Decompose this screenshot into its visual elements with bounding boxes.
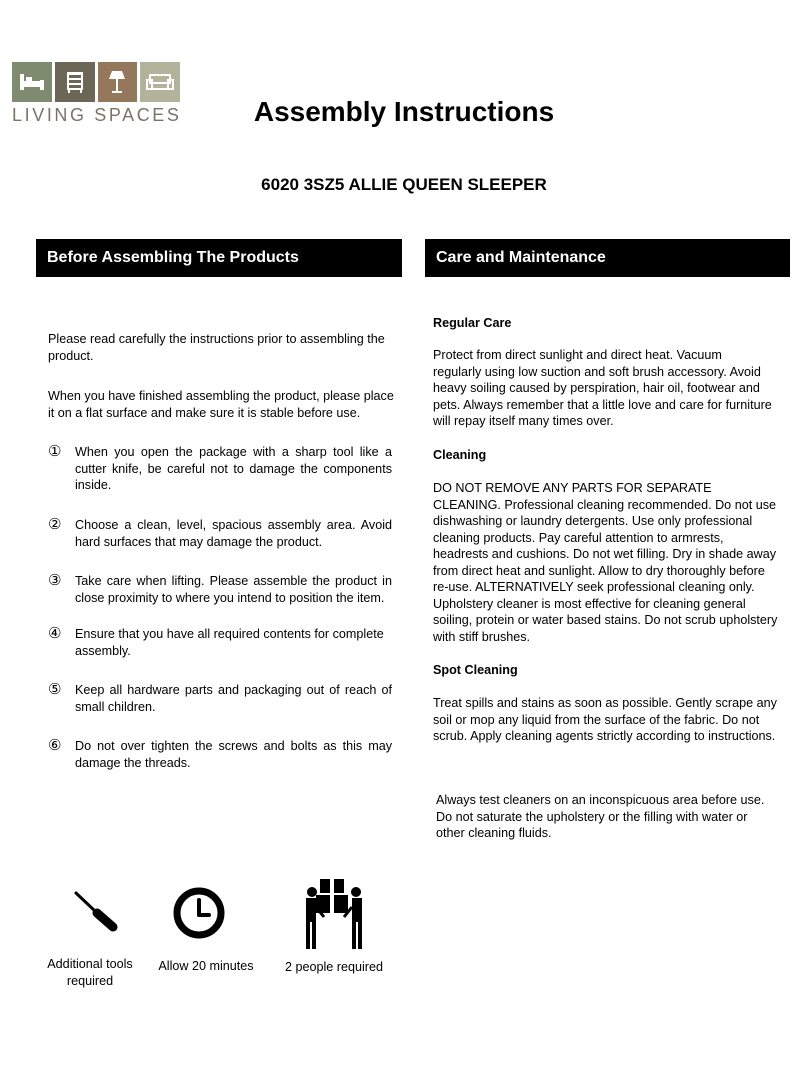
list-item <box>48 517 392 550</box>
list-item <box>48 738 392 771</box>
list-item <box>48 682 392 715</box>
two-people-icon <box>302 877 366 956</box>
care-maintenance-header: Care and Maintenance <box>425 239 790 277</box>
before-assembling-header: Before Assembling The Products <box>36 239 402 277</box>
item-number: ① <box>48 443 62 460</box>
list-item <box>48 626 392 659</box>
tools-required-label: Additional tools required <box>47 957 133 988</box>
spot-cleaning-text: Treat spills and stains as soon as possible. Gently scrape any soil or mop any liquid from the surface of the fabric. Do not scrub. Apply cleaning agents strictly according to instructions. <box>433 696 777 743</box>
item-text: Ensure that you have all required contents for complete assembly. <box>75 627 384 658</box>
people-required-label: 2 people required <box>284 960 384 974</box>
cleaning-text: DO NOT REMOVE ANY PARTS FOR SEPARATE CLEANING. Professional cleaning recommended. Do not use dishwashing or laundry detergents. Use only professional cleaning products. Pay careful attention to armrests, headrests and cushions. Do not wet filling. Dry in shade away from direct heat and sunlight. Allow to dry thoroughly before re-use. ALTERNATIVELY seek professional cleaning only. Upholstery cleaner is most effective for cleaning general soiling, protein or water based stains. Do not scrub upholstery with stiff brushes. <box>433 481 778 644</box>
item-text: Do not over tighten the screws and bolts as this may damage the threads. <box>75 739 392 770</box>
item-number: ③ <box>48 572 62 589</box>
clock-icon <box>172 886 226 945</box>
item-number: ② <box>48 516 62 533</box>
regular-care-heading: Regular Care <box>433 316 512 330</box>
cleaning-heading: Cleaning <box>433 448 487 462</box>
item-text: Keep all hardware parts and packaging out of reach of small children. <box>75 683 392 714</box>
regular-care-text: Protect from direct sunlight and direct heat. Vacuum regularly using low suction and soft brush accessory. Avoid heavy soiling caused by perspiration, hair oil, footwear and pets. Always remember that a little love and care for furniture will repay itself many times over. <box>433 348 772 428</box>
product-name: 6020 3SZ5 ALLIE QUEEN SLEEPER <box>261 175 547 194</box>
test-cleaners-note: Always test cleaners on an inconspicuous area before use. Do not saturate the upholstery or the filling with water or other cleaning fluids. <box>436 793 765 840</box>
item-text: Choose a clean, level, spacious assembly area. Avoid hard surfaces that may damage the product. <box>75 518 392 549</box>
intro-paragraph-2: When you have finished assembling the product, please place it on a flat surface and make sure it is stable before use. <box>48 389 394 420</box>
list-item <box>48 444 392 494</box>
list-item <box>48 573 392 606</box>
item-number: ⑤ <box>48 681 62 698</box>
page-title: Assembly Instructions <box>253 96 555 127</box>
item-number: ⑥ <box>48 737 62 754</box>
item-text: Take care when lifting. Please assemble the product in close proximity to where you intend to position the item. <box>75 574 392 605</box>
logo-text: LIVING SPACES <box>12 105 182 125</box>
time-required-label: Allow 20 minutes <box>158 959 254 973</box>
screwdriver-icon <box>72 890 118 937</box>
item-number: ④ <box>48 625 62 642</box>
spot-cleaning-heading: Spot Cleaning <box>433 663 518 677</box>
intro-paragraph-1: Please read carefully the instructions prior to assembling the product. <box>48 332 385 363</box>
item-text: When you open the package with a sharp tool like a cutter knife, be careful not to damage the components inside. <box>75 445 392 492</box>
